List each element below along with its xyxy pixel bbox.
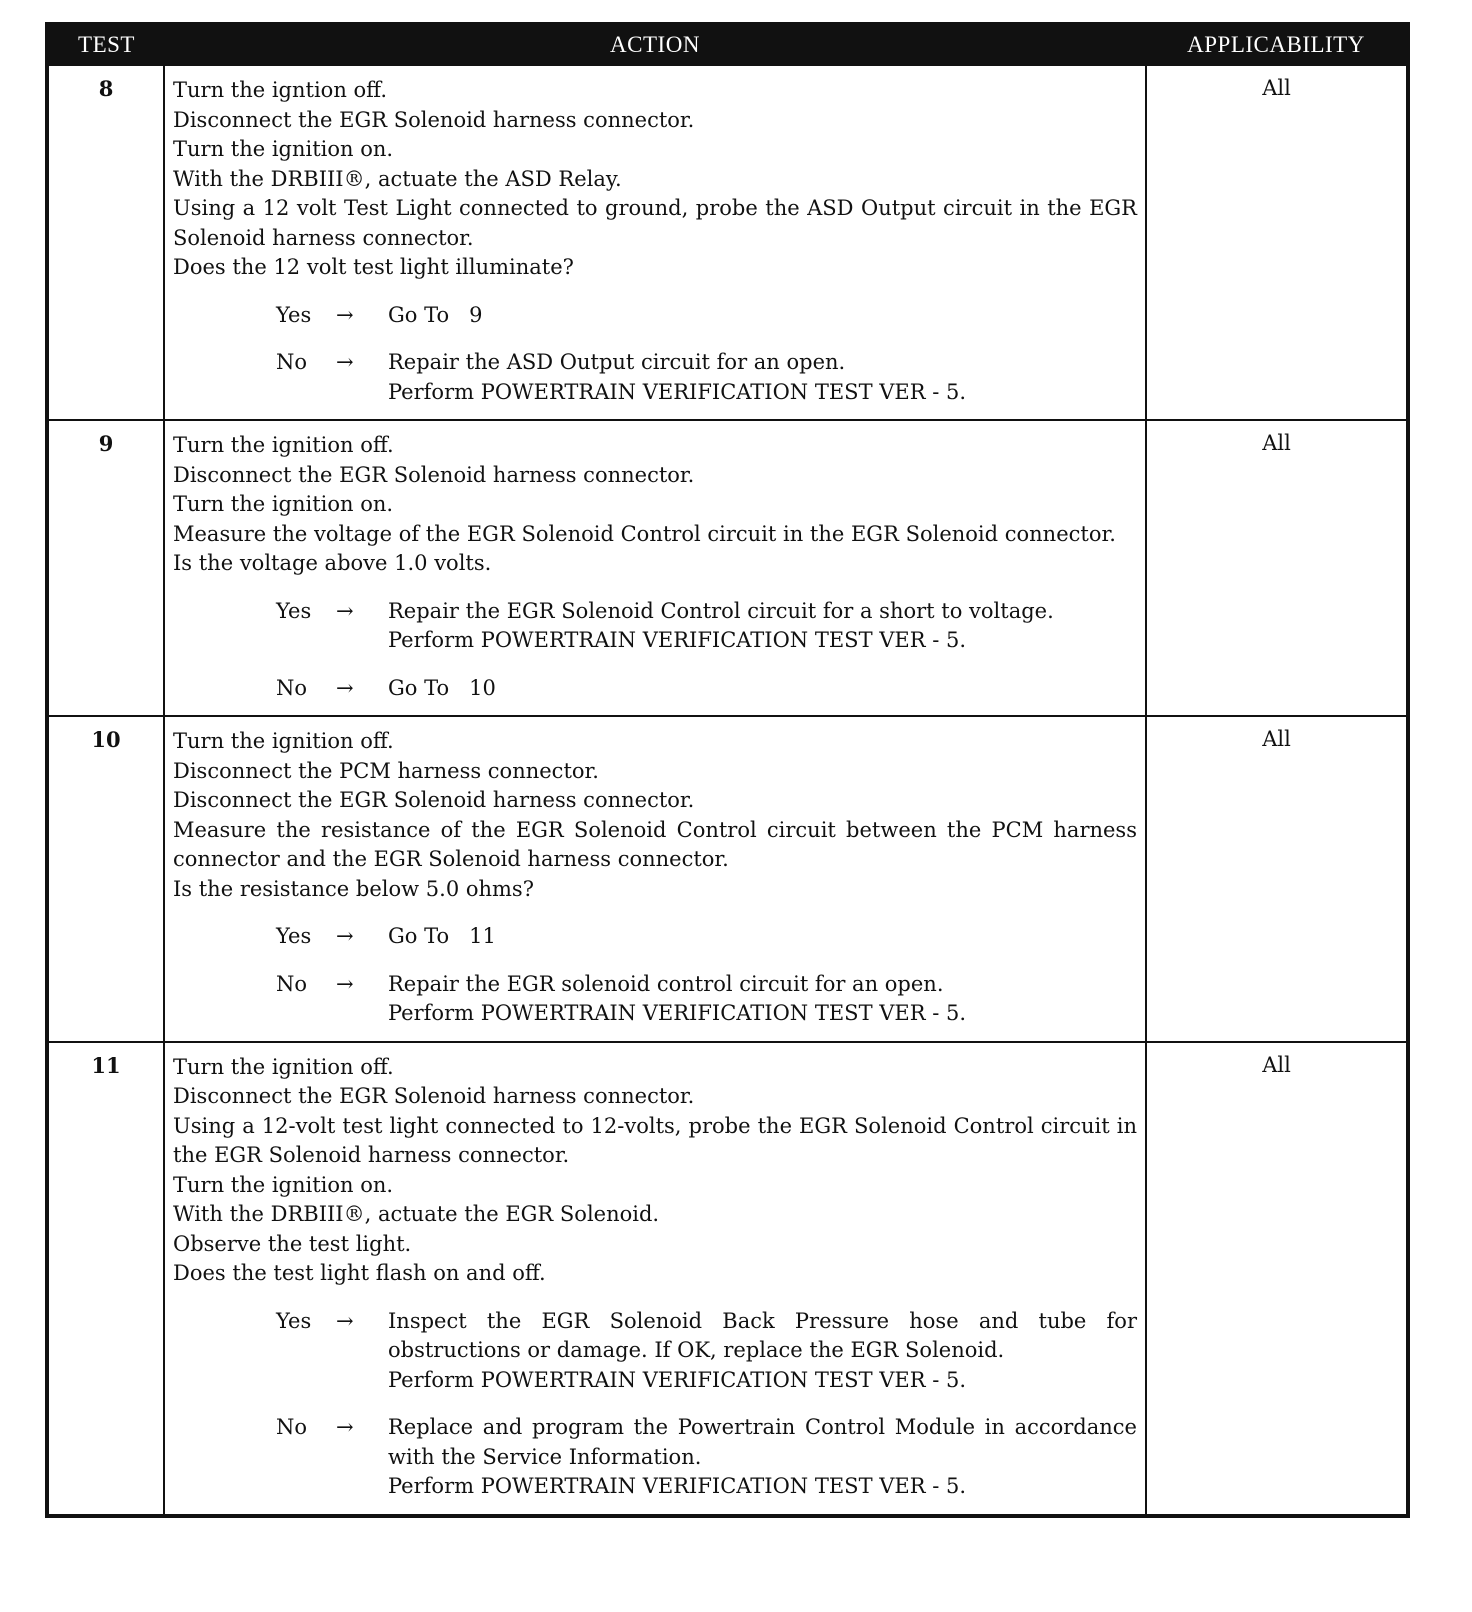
result-label: No [276,971,308,996]
arrow-icon: → [336,924,354,948]
action-step: Measure the resistance of the EGR Solenoid Control circuit between the PCM harness connector and the EGR Solenoid harness connector. [173,817,1137,871]
action-step: Using a 12 volt Test Light connected to ground, probe the ASD Output circuit in the EGR Solenoid harness connector. [173,196,1137,250]
arrow-icon: → [336,302,354,327]
result-yes [173,922,1137,952]
applicability-value: All [1146,1042,1408,1516]
result-line: Repair the EGR solenoid control circuit for an open. [388,971,944,996]
action-step: Turn the igntion off. [173,78,388,102]
result-line: Go To 10 [388,675,496,700]
result-text [388,970,1137,1029]
action-step: Disconnect the PCM harness connector. [173,758,599,783]
result-line: Perform POWERTRAIN VERIFICATION TEST VER - 5. [388,1001,967,1025]
test-number: 11 [47,1042,164,1516]
result-label: No [276,675,308,700]
table-row [47,420,1408,716]
result-no [173,1413,1144,1502]
arrow-icon: → [336,350,354,374]
table-row [47,716,1408,1042]
action-step: Turn the ignition on. [173,137,394,161]
result-no [173,674,1137,704]
result-text [388,1413,1144,1502]
header-action: ACTION [164,24,1146,65]
result-yes [173,301,1137,331]
action-step: With the DRBIII®, actuate the ASD Relay. [173,166,622,191]
action-step: Does the 12 volt test light illuminate? [173,255,574,279]
action-step: Measure the voltage of the EGR Solenoid Control circuit in the EGR Solenoid connector. [173,521,1116,546]
result-text [388,922,1137,952]
test-number: 10 [47,716,164,1042]
result-label: Yes [276,302,312,327]
action-step: Turn the ignition off. [173,729,394,753]
action-cell [164,716,1146,1042]
action-cell [164,65,1146,420]
result-text [388,301,1137,331]
action-step: Does the test light flash on and off. [173,1261,546,1285]
action-step: Disconnect the EGR Solenoid harness connector. [173,462,695,487]
action-step: Disconnect the EGR Solenoid harness connector. [173,1084,695,1108]
action-cell [164,1042,1146,1516]
result-text [388,348,1137,407]
action-step: Disconnect the EGR Solenoid harness connector. [173,107,695,132]
action-step: Is the voltage above 1.0 volts. [173,551,492,575]
action-step: Turn the ignition off. [173,433,394,457]
result-line: Repair the EGR Solenoid Control circuit for a short to voltage. [388,598,1054,623]
action-step: Turn the ignition off. [173,1054,394,1079]
result-yes [173,597,1137,656]
header-test: TEST [47,24,164,65]
table-body [47,65,1408,1516]
action-step: Observe the test light. [173,1231,412,1256]
result-line: Perform POWERTRAIN VERIFICATION TEST VER - 5. [388,1474,967,1498]
result-text [388,597,1137,656]
result-text [388,1307,1144,1396]
applicability-value: All [1146,420,1408,716]
result-line: Perform POWERTRAIN VERIFICATION TEST VER - 5. [388,1367,967,1392]
action-step: Turn the ignition on. [173,1172,394,1197]
result-label: No [276,1415,308,1439]
arrow-icon: → [336,598,354,623]
result-line: Go To 11 [388,924,496,948]
result-no [173,348,1137,407]
action-step: Is the resistance below 5.0 ohms? [173,876,534,901]
result-yes [173,1307,1144,1396]
result-line: Repair the ASD Output circuit for an open. [388,350,846,374]
result-line: Go To 9 [388,302,483,327]
arrow-icon: → [336,675,354,700]
action-step: Using a 12-volt test light connected to 12-volts, probe the EGR Solenoid Control circuit in the EGR Solenoid harness connector. [173,1113,1137,1167]
action-step: Disconnect the EGR Solenoid harness connector. [173,788,695,812]
arrow-icon: → [336,1308,354,1333]
diagnostic-test-table [45,22,1410,1518]
result-line: Perform POWERTRAIN VERIFICATION TEST VER - 5. [388,628,967,652]
table-header [47,24,1408,65]
applicability-value: All [1146,716,1408,1042]
applicability-value: All [1146,65,1408,420]
test-number: 8 [47,65,164,420]
header-applicability: APPLICABILITY [1146,24,1408,65]
result-label: Yes [276,1308,312,1333]
action-step: With the DRBIII®, actuate the EGR Solenoid. [173,1202,660,1226]
result-label: No [276,350,308,374]
result-text [388,674,1137,704]
arrow-icon: → [336,1415,354,1439]
result-line: Inspect the EGR Solenoid Back Pressure hose and tube for obstructions or damage. If OK, replace the EGR Solenoid. [388,1308,1144,1362]
action-step: Turn the ignition on. [173,492,394,516]
result-label: Yes [276,598,312,623]
test-number: 9 [47,420,164,716]
arrow-icon: → [336,971,354,996]
table-row [47,1042,1408,1516]
result-label: Yes [276,924,312,948]
result-no [173,970,1137,1029]
action-cell [164,420,1146,716]
table-row [47,65,1408,420]
result-line: Perform POWERTRAIN VERIFICATION TEST VER - 5. [388,379,967,404]
result-line: Replace and program the Powertrain Control Module in accordance with the Service Information. [388,1415,1144,1469]
